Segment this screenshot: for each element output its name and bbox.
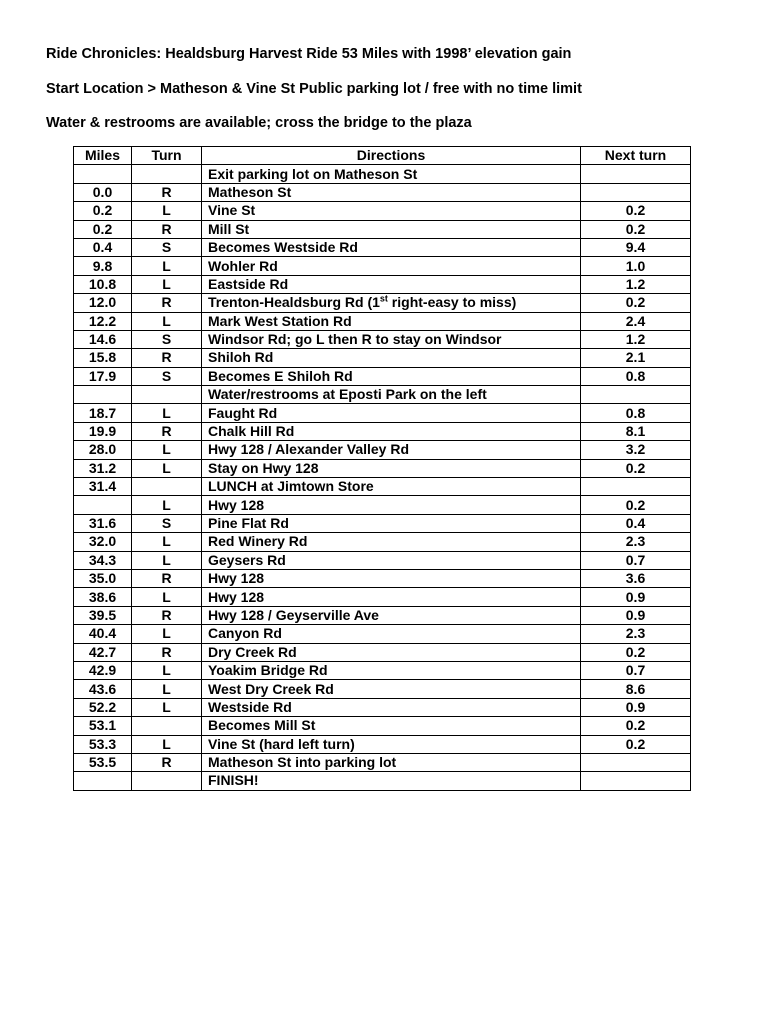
cell-next-turn: 0.8 — [581, 404, 691, 422]
table-body — [74, 165, 691, 790]
table-row — [74, 661, 691, 679]
cell-turn: R — [132, 422, 202, 440]
cell-turn: L — [132, 202, 202, 220]
start-location: Start Location > Matheson & Vine St Public parking lot / free with no time limit — [46, 81, 582, 97]
cell-directions: Exit parking lot on Matheson St — [202, 165, 581, 183]
cell-turn: L — [132, 257, 202, 275]
cell-next-turn: 0.2 — [581, 643, 691, 661]
cell-miles — [74, 386, 132, 404]
cell-next-turn — [581, 478, 691, 496]
cell-turn: R — [132, 220, 202, 238]
column-header-directions: Directions — [202, 147, 581, 165]
cell-directions: Canyon Rd — [202, 625, 581, 643]
cell-turn: S — [132, 514, 202, 532]
cell-directions: Water/restrooms at Eposti Park on the left — [202, 386, 581, 404]
cell-next-turn: 3.6 — [581, 569, 691, 587]
cell-miles: 19.9 — [74, 422, 132, 440]
cell-next-turn: 8.1 — [581, 422, 691, 440]
table-row — [74, 275, 691, 293]
cell-turn: L — [132, 441, 202, 459]
table-row — [74, 330, 691, 348]
table-row — [74, 294, 691, 312]
table-row — [74, 422, 691, 440]
cell-next-turn: 0.9 — [581, 698, 691, 716]
cell-turn: R — [132, 294, 202, 312]
cell-miles — [74, 165, 132, 183]
table-row — [74, 569, 691, 587]
cell-miles: 32.0 — [74, 533, 132, 551]
ride-title: Ride Chronicles: Healdsburg Harvest Ride 53 Miles with 1998’ elevation gain — [46, 46, 572, 62]
table-row — [74, 238, 691, 256]
cell-miles — [74, 772, 132, 790]
cell-turn: L — [132, 625, 202, 643]
cell-next-turn: 0.4 — [581, 514, 691, 532]
cell-miles: 53.5 — [74, 753, 132, 771]
table-row — [74, 753, 691, 771]
table-row — [74, 257, 691, 275]
cell-turn: S — [132, 367, 202, 385]
table-row — [74, 367, 691, 385]
cell-miles: 0.4 — [74, 238, 132, 256]
cell-miles: 35.0 — [74, 569, 132, 587]
cell-directions: Vine St (hard left turn) — [202, 735, 581, 753]
cell-next-turn: 0.2 — [581, 735, 691, 753]
column-header-turn: Turn — [132, 147, 202, 165]
cell-next-turn: 9.4 — [581, 238, 691, 256]
cell-turn: L — [132, 404, 202, 422]
cell-next-turn: 1.2 — [581, 330, 691, 348]
cell-directions: Mill St — [202, 220, 581, 238]
table-row — [74, 478, 691, 496]
column-header-miles: Miles — [74, 147, 132, 165]
cell-turn: R — [132, 643, 202, 661]
cell-miles: 34.3 — [74, 551, 132, 569]
cell-next-turn: 0.2 — [581, 220, 691, 238]
cell-next-turn: 0.9 — [581, 606, 691, 624]
table-row — [74, 514, 691, 532]
cell-directions: Wohler Rd — [202, 257, 581, 275]
cell-turn — [132, 386, 202, 404]
table-row — [74, 441, 691, 459]
cell-turn: S — [132, 238, 202, 256]
cell-next-turn: 0.2 — [581, 459, 691, 477]
cell-next-turn: 2.3 — [581, 625, 691, 643]
cell-miles: 39.5 — [74, 606, 132, 624]
cell-turn: L — [132, 661, 202, 679]
cell-next-turn — [581, 386, 691, 404]
cell-miles: 0.2 — [74, 220, 132, 238]
cell-turn: L — [132, 735, 202, 753]
cell-miles: 31.4 — [74, 478, 132, 496]
cell-miles: 43.6 — [74, 680, 132, 698]
directions-text-after: right-easy to miss) — [387, 294, 517, 311]
cell-turn: L — [132, 680, 202, 698]
cell-next-turn: 0.2 — [581, 496, 691, 514]
table-row — [74, 588, 691, 606]
cell-next-turn: 0.8 — [581, 367, 691, 385]
cell-turn: R — [132, 753, 202, 771]
cell-directions: Becomes E Shiloh Rd — [202, 367, 581, 385]
cell-miles: 53.3 — [74, 735, 132, 753]
cell-turn — [132, 478, 202, 496]
column-header-next-turn: Next turn — [581, 147, 691, 165]
table-row — [74, 735, 691, 753]
cell-next-turn: 2.4 — [581, 312, 691, 330]
cell-next-turn — [581, 183, 691, 201]
cell-miles: 31.2 — [74, 459, 132, 477]
cell-directions: Becomes Mill St — [202, 717, 581, 735]
table-row — [74, 404, 691, 422]
table-row — [74, 202, 691, 220]
cell-next-turn: 1.0 — [581, 257, 691, 275]
cell-directions: FINISH! — [202, 772, 581, 790]
cell-miles: 52.2 — [74, 698, 132, 716]
cell-directions: Matheson St into parking lot — [202, 753, 581, 771]
cell-miles: 38.6 — [74, 588, 132, 606]
cell-miles: 31.6 — [74, 514, 132, 532]
cell-next-turn: 3.2 — [581, 441, 691, 459]
cell-turn: L — [132, 275, 202, 293]
cell-turn — [132, 165, 202, 183]
table-row — [74, 349, 691, 367]
cell-directions: Westside Rd — [202, 698, 581, 716]
cell-directions: Geysers Rd — [202, 551, 581, 569]
cell-miles — [74, 496, 132, 514]
table-row — [74, 459, 691, 477]
directions-text: Trenton-Healdsburg Rd (1 — [208, 294, 380, 311]
cell-directions: Matheson St — [202, 183, 581, 201]
cell-turn: L — [132, 551, 202, 569]
cell-turn — [132, 717, 202, 735]
cell-miles: 28.0 — [74, 441, 132, 459]
cell-miles: 12.0 — [74, 294, 132, 312]
cell-directions — [202, 294, 581, 312]
table-row — [74, 606, 691, 624]
table-row — [74, 772, 691, 790]
cell-next-turn: 0.2 — [581, 202, 691, 220]
table-row — [74, 625, 691, 643]
cell-turn: S — [132, 330, 202, 348]
cell-directions: Vine St — [202, 202, 581, 220]
cell-turn: L — [132, 588, 202, 606]
cell-miles: 18.7 — [74, 404, 132, 422]
cell-miles: 0.0 — [74, 183, 132, 201]
cell-directions: Becomes Westside Rd — [202, 238, 581, 256]
cell-directions: Eastside Rd — [202, 275, 581, 293]
table-header-row — [74, 147, 691, 165]
cell-next-turn: 8.6 — [581, 680, 691, 698]
directions-ordinal: st — [379, 293, 388, 304]
table-row — [74, 680, 691, 698]
cell-turn: L — [132, 459, 202, 477]
cell-next-turn — [581, 753, 691, 771]
cell-turn: R — [132, 569, 202, 587]
cell-directions: Red Winery Rd — [202, 533, 581, 551]
cell-directions: Hwy 128 / Geyserville Ave — [202, 606, 581, 624]
table-row — [74, 533, 691, 551]
table-row — [74, 551, 691, 569]
table-row — [74, 183, 691, 201]
cell-turn: L — [132, 312, 202, 330]
cell-miles: 10.8 — [74, 275, 132, 293]
table-row — [74, 717, 691, 735]
table-row — [74, 496, 691, 514]
cell-miles: 12.2 — [74, 312, 132, 330]
cell-next-turn: 0.2 — [581, 294, 691, 312]
cell-miles: 42.9 — [74, 661, 132, 679]
cell-directions: Hwy 128 / Alexander Valley Rd — [202, 441, 581, 459]
cell-directions: Pine Flat Rd — [202, 514, 581, 532]
cell-miles: 14.6 — [74, 330, 132, 348]
cell-next-turn — [581, 165, 691, 183]
cell-turn: R — [132, 183, 202, 201]
cell-miles: 9.8 — [74, 257, 132, 275]
cell-next-turn: 0.7 — [581, 661, 691, 679]
cell-directions: Yoakim Bridge Rd — [202, 661, 581, 679]
cell-directions: Hwy 128 — [202, 588, 581, 606]
table-row — [74, 698, 691, 716]
cell-directions: West Dry Creek Rd — [202, 680, 581, 698]
table-row — [74, 220, 691, 238]
cell-miles: 0.2 — [74, 202, 132, 220]
cell-miles: 15.8 — [74, 349, 132, 367]
cell-directions: Hwy 128 — [202, 569, 581, 587]
cell-next-turn: 1.2 — [581, 275, 691, 293]
cell-directions: Faught Rd — [202, 404, 581, 422]
cell-directions: Shiloh Rd — [202, 349, 581, 367]
cell-turn: L — [132, 698, 202, 716]
cell-next-turn: 2.3 — [581, 533, 691, 551]
cell-turn: L — [132, 533, 202, 551]
cell-next-turn: 0.9 — [581, 588, 691, 606]
cell-next-turn — [581, 772, 691, 790]
cell-next-turn: 0.7 — [581, 551, 691, 569]
water-restrooms-note: Water & restrooms are available; cross the bridge to the plaza — [46, 115, 472, 131]
cell-directions: Stay on Hwy 128 — [202, 459, 581, 477]
cell-miles: 42.7 — [74, 643, 132, 661]
cell-directions: LUNCH at Jimtown Store — [202, 478, 581, 496]
table-row — [74, 165, 691, 183]
cell-turn: R — [132, 349, 202, 367]
cell-miles: 53.1 — [74, 717, 132, 735]
cell-directions: Dry Creek Rd — [202, 643, 581, 661]
table-row — [74, 386, 691, 404]
cell-turn — [132, 772, 202, 790]
table-row — [74, 312, 691, 330]
cell-directions: Hwy 128 — [202, 496, 581, 514]
cell-directions: Chalk Hill Rd — [202, 422, 581, 440]
cell-next-turn: 0.2 — [581, 717, 691, 735]
cell-miles: 17.9 — [74, 367, 132, 385]
cell-turn: R — [132, 606, 202, 624]
cell-directions: Mark West Station Rd — [202, 312, 581, 330]
cell-next-turn: 2.1 — [581, 349, 691, 367]
cue-sheet-table — [73, 146, 691, 791]
cell-directions: Windsor Rd; go L then R to stay on Windsor — [202, 330, 581, 348]
cell-turn: L — [132, 496, 202, 514]
table-row — [74, 643, 691, 661]
cell-miles: 40.4 — [74, 625, 132, 643]
